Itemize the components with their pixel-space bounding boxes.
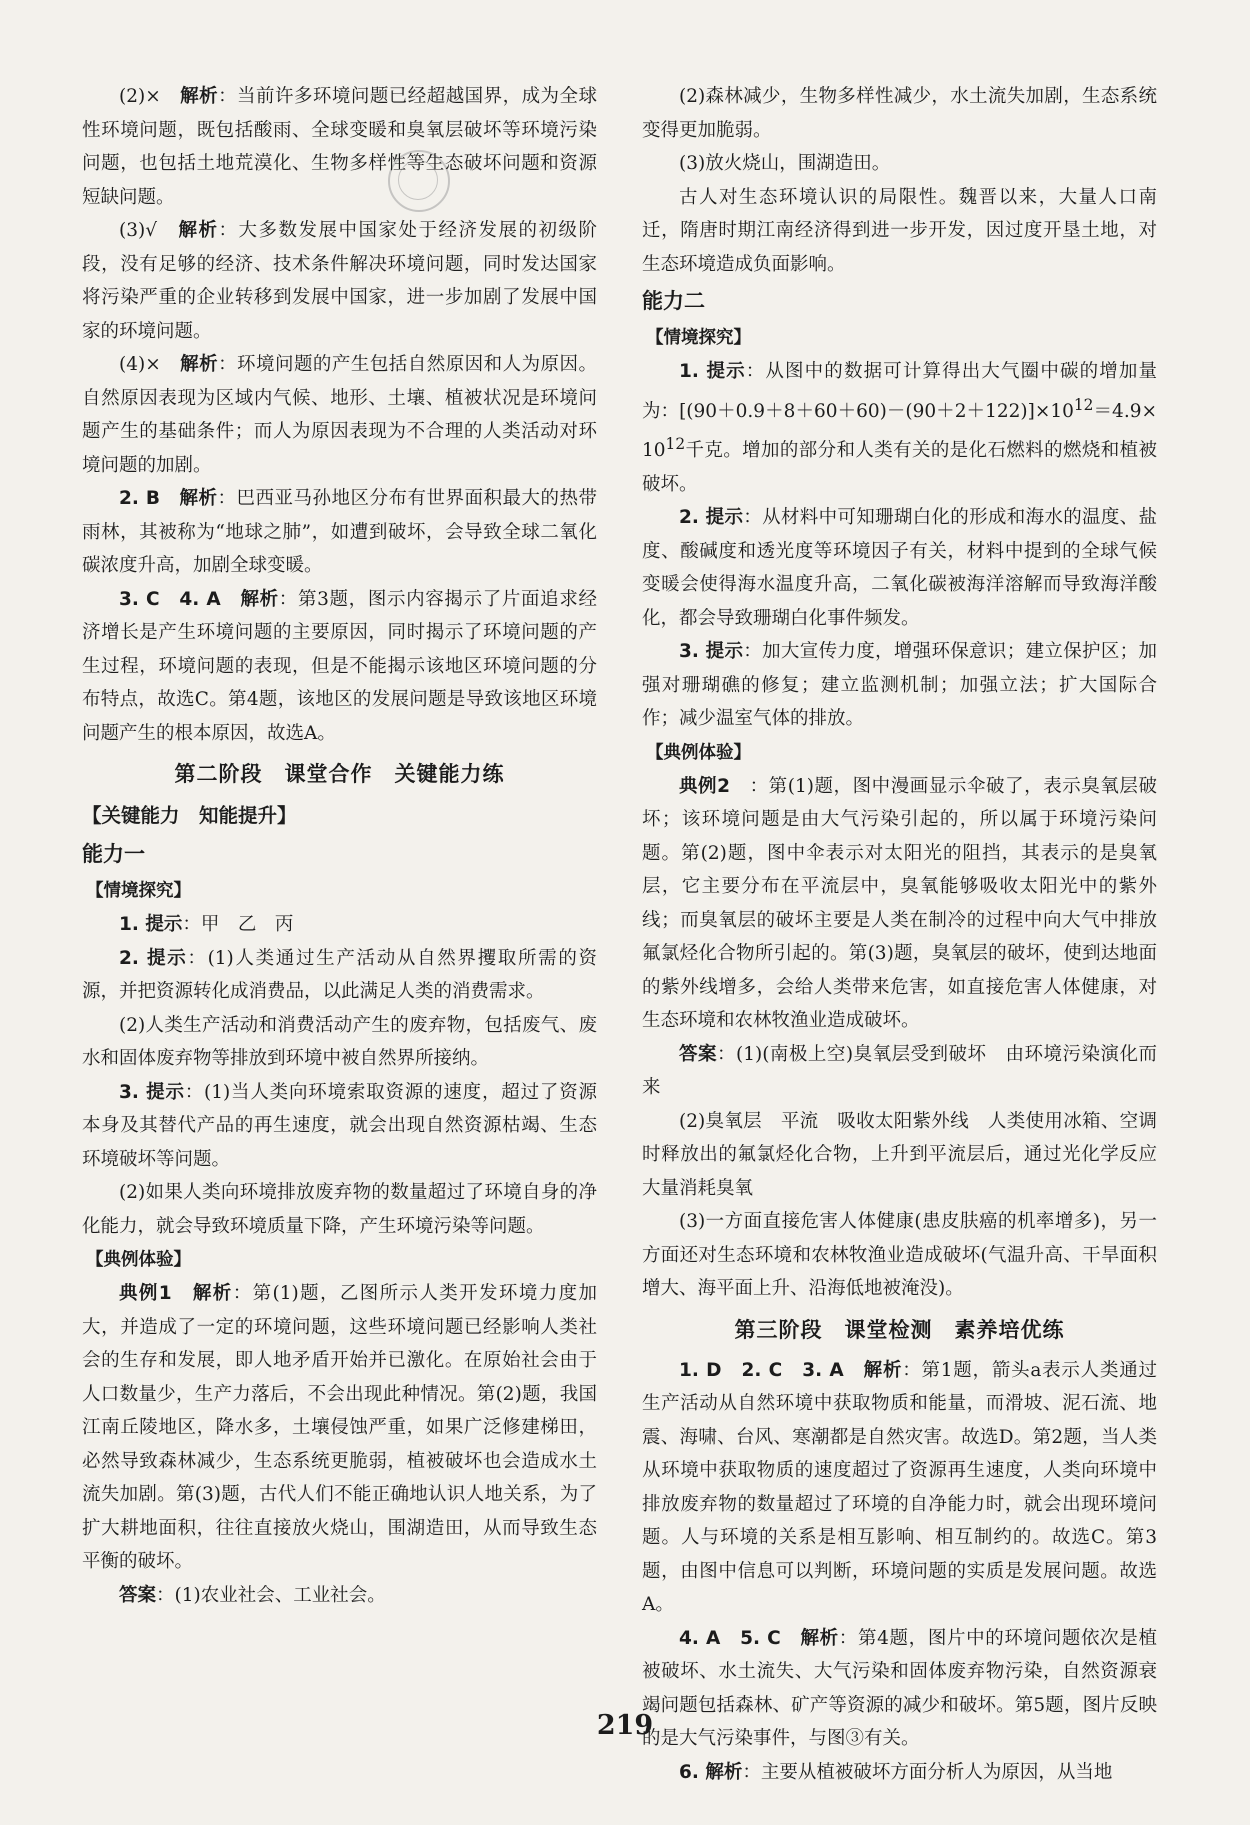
hint-paragraph: (2)人类生产活动和消费活动产生的废弃物，包括废气、废水和固体废弃物等排放到环境中被自然界所接纳。 [82, 1014, 597, 1069]
paragraph-text: ：(1)农业社会、工业社会。 [156, 1584, 386, 1606]
paragraph-text: ：第3题，图示内容揭示了片面追求经济增长是产生环境问题的主要原因，同时揭示了环境问题的产生过程，环境问题的表现，但是不能揭示该地区环境问题的分布特点，故选C。第4题，该地区的发展问题是导致该地区环境问题产生的根本原因，故选A。 [82, 588, 597, 744]
analysis-key: 解析 [863, 1359, 903, 1381]
paragraph-text: ：第1题，箭头a表示人类通过生产活动从自然环境中获取物质和能量，而滑坡、泥石流、地震、海啸、台风、寒潮都是自然灾害。故选D。第2题，当人类从环境中获取物质的速度超过了资源再生速度，人类向环境中排放废弃物的数量超过了环境的自净能力时，就会出现环境问题。人与环境的关系是相互影响、相互制约的。故选C。第3题，由图中信息可以判断，环境问题的实质是发展问题。故选A。 [642, 1359, 1157, 1616]
example-label: 典例1 [119, 1283, 193, 1304]
subsection-heading: 【典例体验】 [86, 1250, 191, 1270]
paragraph-text: ：(1)(南极上空)臭氧层受到破坏 由环境污染演化而来 [642, 1043, 1157, 1099]
subsection-heading: 【情境探究】 [646, 328, 751, 348]
analysis-key: 解析 [240, 588, 279, 610]
example-paragraph [642, 770, 1157, 1038]
left-paragraph [82, 348, 597, 482]
paragraph-text: ：从材料中可知珊瑚白化的形成和海水的温度、盐度、酸碱度和透光度等环境因子有关，材料中提到的全球气候变暖会使得海水温度升高，二氧化碳被海洋溶解而导致海洋酸化，都会导致珊瑚白化事件频发。 [642, 507, 1157, 629]
analysis-key: 解析 [800, 1627, 839, 1649]
hint-paragraph [82, 908, 597, 942]
hint-paragraph [82, 1076, 597, 1177]
paragraph-text: ：加大宣传力度，增强环保意识；建立保护区；加强对珊瑚礁的修复；建立监测机制；加强立法；扩大国际合作；减少温室气体的排放。 [642, 641, 1157, 730]
example-label: 典例2 [679, 775, 750, 797]
page-number: 219 [596, 1710, 654, 1741]
exponent: 12 [665, 435, 686, 454]
subsection-heading: 【情境探究】 [86, 881, 191, 901]
left-paragraph [82, 214, 597, 348]
paragraph-text: 千克。增加的部分和人类有关的是化石燃料的燃烧和植被破坏。 [642, 440, 1157, 495]
left-paragraph [82, 482, 597, 583]
stage-heading: 第二阶段 课堂合作 关键能力练 [174, 762, 505, 786]
section-heading: 【关键能力 知能提升】 [82, 804, 297, 827]
answer-label: 6. [679, 1761, 706, 1783]
paragraph-text: ：主要从植被破坏方面分析人为原因，从当地 [742, 1761, 1113, 1783]
paragraph-text: ：第(1)题，乙图所示人类开发环境力度加大，并造成了一定的环境问题，这些环境问题已经影响人类社会的生存和发展，即人地矛盾开始并已激化。在原始社会由于人口数量少，生产力落后，不会出现此种情况。第(2)题，我国江南丘陵地区，降水多，土壤侵蚀严重，如果广泛修建梯田，必然导致森林减少，生态系统更脆弱，植被破坏也会造成水土流失加剧。第(3)题，古代人们不能正确地认识人地关系，为了扩大耕地面积，往往直接放火烧山，围湖造田，从而导致生态平衡的破坏。 [82, 1283, 597, 1572]
analysis-key: 解析 [192, 1283, 233, 1304]
right-paragraph: 古人对生态环境认识的局限性。魏晋以来，大量人口南迁，隋唐时期江南经济得到进一步开发，因过度开垦土地，对生态环境造成负面影响。 [642, 186, 1157, 275]
hint-label: 3. 提示 [679, 641, 744, 663]
paragraph-text: ：巴西亚马孙地区分布有世界面积最大的热带雨林，其被称为“地球之肺”，如遭到破坏，会导致全球二氧化碳浓度升高，加剧全球变暖。 [82, 488, 597, 576]
answer-label: (2)× [119, 86, 181, 107]
analysis-key: 解析 [180, 86, 219, 107]
paragraph-text: ：大多数发展中国家处于经济发展的初级阶段，没有足够的经济、技术条件解决环境问题，同时发达国家将污染严重的企业转移到发展中国家，进一步加剧了发展中国家的环境问题。 [82, 220, 597, 342]
paragraph-text: ：(1)当人类向环境索取资源的速度，超过了资源本身及其替代产品的再生速度，就会出现自然资源枯竭、生态环境破坏等问题。 [82, 1081, 597, 1170]
answer-label: 4. A 5. C [679, 1627, 801, 1649]
analysis-key: 解析 [180, 354, 219, 375]
answer-paragraph: (2)臭氧层 平流 吸收太阳紫外线 人类使用冰箱、空调时释放出的氟氯烃化合物，上升到平流层后，通过光化学反应大量消耗臭氧 [642, 1110, 1157, 1199]
paragraph-text: ＝4.9×10 [642, 400, 1157, 462]
hint-label: 2. 提示 [679, 507, 744, 529]
hint-label: 3. 提示 [119, 1081, 185, 1103]
paragraph-text: ：(1)人类通过生产活动从自然界攫取所需的资源，并把资源转化成消费品，以此满足人类的消费需求。 [82, 947, 597, 1002]
exponent: 12 [1073, 395, 1094, 414]
paragraph-text: ：从图中的数据可计算得出大气圈中碳的增加量为：[(90＋0.9＋8＋60＋60)－(90＋2＋122)]×10 [642, 361, 1157, 422]
answer-paragraph: (3)一方面直接危害人体健康(患皮肤癌的机率增多)，另一方面还对生态环境和农林牧渔业造成破坏(气温升高、干旱面积增大、海平面上升、沿海低地被淹没)。 [642, 1211, 1157, 1300]
paragraph-text: ：环境问题的产生包括自然原因和人为原因。自然原因表现为区域内气候、地形、土壤、植被状况是环境问题产生的基础条件；而人为原因表现为不合理的人类活动对环境问题的加剧。 [82, 354, 597, 476]
answer-key: 答案 [119, 1584, 157, 1606]
hint-paragraph [82, 942, 597, 1009]
hint-paragraph [642, 501, 1157, 635]
hint-label: 1. 提示 [119, 914, 183, 935]
hint-label: 2. 提示 [119, 947, 188, 969]
hint-paragraph: (2)如果人类向环境排放废弃物的数量超过了环境自身的净化能力，就会导致环境质量下降，产生环境污染等问题。 [82, 1182, 597, 1237]
right-paragraph: (2)森林减少，生物多样性减少，水土流失加剧，生态系统变得更加脆弱。 [642, 86, 1157, 141]
answer-label: (4)× [119, 354, 181, 375]
hint-paragraph [642, 355, 1157, 501]
answer-key: 答案 [679, 1043, 717, 1065]
analysis-key: 解析 [179, 488, 218, 509]
paragraph-text: ：第(1)题，图中漫画显示伞破了，表示臭氧层破坏；该环境问题是由大气污染引起的，所以属于环境污染问题。第(2)题，图中伞表示对太阳光的阻挡，其表示的是臭氧层，它主要分布在平流层中，臭氧能够吸收太阳光中的紫外线；而臭氧层的破坏主要是人类在制冷的过程中向大气中排放氟氯烃化合物所引起的。第(3)题，臭氧层的破坏，使到达地面的紫外线增多，会给人类带来危害，如直接危害人体健康，对生态环境和农林牧渔业造成破坏。 [642, 775, 1157, 1032]
hint-paragraph [642, 635, 1157, 736]
analysis-key: 解析 [705, 1761, 743, 1783]
question-paragraph [642, 1354, 1157, 1622]
subsection-heading: 【典例体验】 [646, 742, 751, 763]
analysis-key: 解析 [178, 220, 219, 241]
answer-paragraph [82, 1579, 597, 1613]
right-paragraph: (3)放火烧山，围湖造田。 [679, 153, 891, 174]
answer-label: 1. D 2. C 3. A [679, 1359, 864, 1381]
answer-label: 2. B [119, 488, 180, 509]
stage-heading: 第三阶段 课堂检测 素养培优练 [734, 1317, 1065, 1342]
paragraph-text: ：第4题，图片中的环境问题依次是植被破坏、水土流失、大气污染和固体废弃物污染，自然资源衰竭问题包括森林、矿产等资源的减少和破坏。第5题，图片反映的是大气污染事件，与图③有关。 [642, 1627, 1157, 1750]
answer-label: 3. C 4. A [119, 588, 241, 610]
right-column [642, 80, 1157, 1789]
paragraph-text: ：当前许多环境问题已经超越国界，成为全球性环境问题，既包括酸雨、全球变暖和臭氧层破坏等环境污染问题，也包括土地荒漠化、生物多样性等生态破坏问题和资源短缺问题。 [82, 86, 597, 208]
left-paragraph [82, 80, 597, 214]
ability-heading: 能力二 [642, 289, 705, 313]
paragraph-text: ：甲 乙 丙 [182, 914, 294, 935]
example-paragraph [82, 1277, 597, 1579]
answer-paragraph [642, 1038, 1157, 1105]
answer-label: (3)√ [119, 220, 179, 241]
question-paragraph [642, 1756, 1157, 1790]
hint-label: 1. 提示 [679, 361, 746, 382]
left-column [82, 80, 597, 1612]
ability-heading: 能力一 [82, 842, 145, 866]
left-paragraph [82, 583, 597, 751]
